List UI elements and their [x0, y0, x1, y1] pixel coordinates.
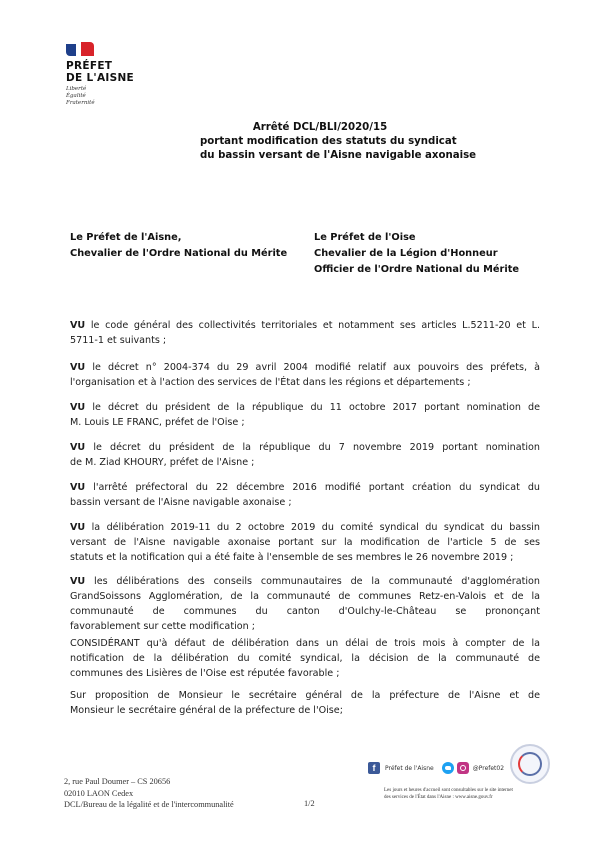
- considerant-paragraph: [70, 636, 540, 681]
- visa-text: 5711-1 et suivants ;: [70, 335, 167, 346]
- prefect-line: Chevalier de l'Ordre National du Mérite: [70, 248, 288, 259]
- visa-paragraph: [70, 480, 540, 510]
- visa-text: l'arrêté préfectoral du 22 décembre 2016 modifié portant création du syndicat du: [85, 482, 540, 493]
- visa-text: de M. Ziad KHOURY, préfet de l'Aisne ;: [70, 457, 255, 468]
- accueil-seal-icon: [510, 744, 550, 784]
- prefect-line: Le Préfet de l'Aisne,: [70, 232, 182, 243]
- address-line: 02010 LAON Cedex: [64, 788, 134, 798]
- address-line: 2, rue Paul Doumer – CS 20656: [64, 777, 171, 786]
- proposition-text: Monsieur le secrétaire général de la préfecture de l'Oise;: [70, 705, 343, 716]
- prefect-oise-block: [314, 230, 519, 278]
- page-number: 1/2: [304, 799, 315, 808]
- visa-paragraph: [70, 574, 540, 634]
- footer-info-line: des services de l'État dans l'Aisne : www.aisne.gouv.fr: [384, 795, 493, 800]
- visa-paragraph: [70, 318, 540, 348]
- social-links: [368, 760, 504, 776]
- visa-text: le décret du président de la république du 11 octobre 2017 portant nomination de: [85, 402, 540, 413]
- facebook-label[interactable]: Préfet de l'Aisne: [385, 764, 434, 772]
- motto-egalite: Égalité: [66, 93, 86, 99]
- proposition-paragraph: [70, 688, 540, 718]
- visa-text: communauté de communes du canton d'Oulchy-le-Château se prononçant: [70, 606, 540, 617]
- considerant-text: communes des Lisières de l'Oise est réputée favorable ;: [70, 668, 340, 679]
- twitter-icon[interactable]: [442, 762, 454, 774]
- visa-text: la délibération 2019-11 du 2 octobre 2019 du comité syndical du syndicat du bassin: [85, 522, 540, 533]
- motto-fraternite: Fraternité: [66, 100, 95, 106]
- visa-text: versant de l'Aisne navigable axonaise portant sur la modification de l'article 5 de ses: [70, 537, 540, 548]
- visa-text: le code général des collectivités territoriales et notamment ses articles L.5211-20 et L.: [85, 320, 540, 331]
- considerant-text: CONSIDÉRANT qu'à défaut de délibération dans un délai de trois mois à compter de la: [70, 638, 540, 649]
- visa-paragraph: [70, 360, 540, 390]
- title-line: portant modification des statuts du syndicat: [200, 136, 457, 147]
- title-line: du bassin versant de l'Aisne navigable axonaise: [200, 150, 477, 161]
- motto-liberte: Liberté: [66, 86, 87, 92]
- logo-line-2: DE L'AISNE: [66, 72, 135, 84]
- logo-line-1: PRÉFET: [66, 60, 113, 72]
- visa-lead: VU: [70, 442, 86, 453]
- visa-lead: VU: [70, 402, 86, 413]
- visa-paragraph: [70, 400, 540, 430]
- visa-paragraph: [70, 440, 540, 470]
- visa-text: favorablement sur cette modification ;: [70, 621, 255, 632]
- twitter-label[interactable]: @Prefet02: [472, 764, 505, 772]
- prefect-aisne-block: [70, 230, 287, 262]
- visa-paragraph: [70, 520, 540, 565]
- visa-text: l'organisation et à l'action des services de l'État dans les régions et départements ;: [70, 377, 471, 388]
- visa-lead: VU: [70, 320, 86, 331]
- prefect-line: Chevalier de la Légion d'Honneur: [314, 248, 498, 259]
- facebook-icon[interactable]: f: [368, 762, 380, 774]
- footer-info-line: Les jours et heures d'accueil sont consultables sur le site internet: [384, 788, 513, 793]
- prefect-line: Officier de l'Ordre National du Mérite: [314, 264, 520, 275]
- visa-text: GrandSoissons Agglomération, de la communauté de communes Retz-en-Valois et de la: [70, 591, 540, 602]
- considerant-text: notification de la délibération du comité syndical, la décision de la communauté de: [70, 653, 540, 664]
- address-line: DCL/Bureau de la légalité et de l'intercommunalité: [64, 800, 234, 809]
- instagram-icon[interactable]: [457, 762, 469, 774]
- visa-lead: VU: [70, 362, 86, 373]
- visa-text: bassin versant de l'Aisne navigable axonaise ;: [70, 497, 292, 508]
- visa-text: statuts et la notification qui a été faite à l'ensemble de ses membres le 26 novembre 2019 ;: [70, 552, 514, 563]
- proposition-text: Sur proposition de Monsieur le secrétaire général de la préfecture de l'Aisne et de: [70, 690, 540, 701]
- title-line: Arrêté DCL/BLI/2020/15: [252, 122, 388, 133]
- visa-lead: VU: [70, 522, 86, 533]
- footer-address: [64, 776, 234, 811]
- visa-lead: VU: [70, 482, 86, 493]
- marianne-flag-icon: [66, 40, 94, 58]
- arrete-title: [200, 121, 477, 163]
- visa-lead: VU: [70, 576, 86, 587]
- prefect-line: Le Préfet de l'Oise: [314, 232, 416, 243]
- visa-text: les délibérations des conseils communautaires de la communauté d'agglomération: [85, 576, 540, 587]
- visa-text: le décret n° 2004-374 du 29 avril 2004 modifié relatif aux pouvoirs des préfets, à: [85, 362, 540, 373]
- visa-text: M. Louis LE FRANC, préfet de l'Oise ;: [70, 417, 245, 428]
- visa-text: le décret du président de la république du 7 novembre 2019 portant nomination: [85, 442, 540, 453]
